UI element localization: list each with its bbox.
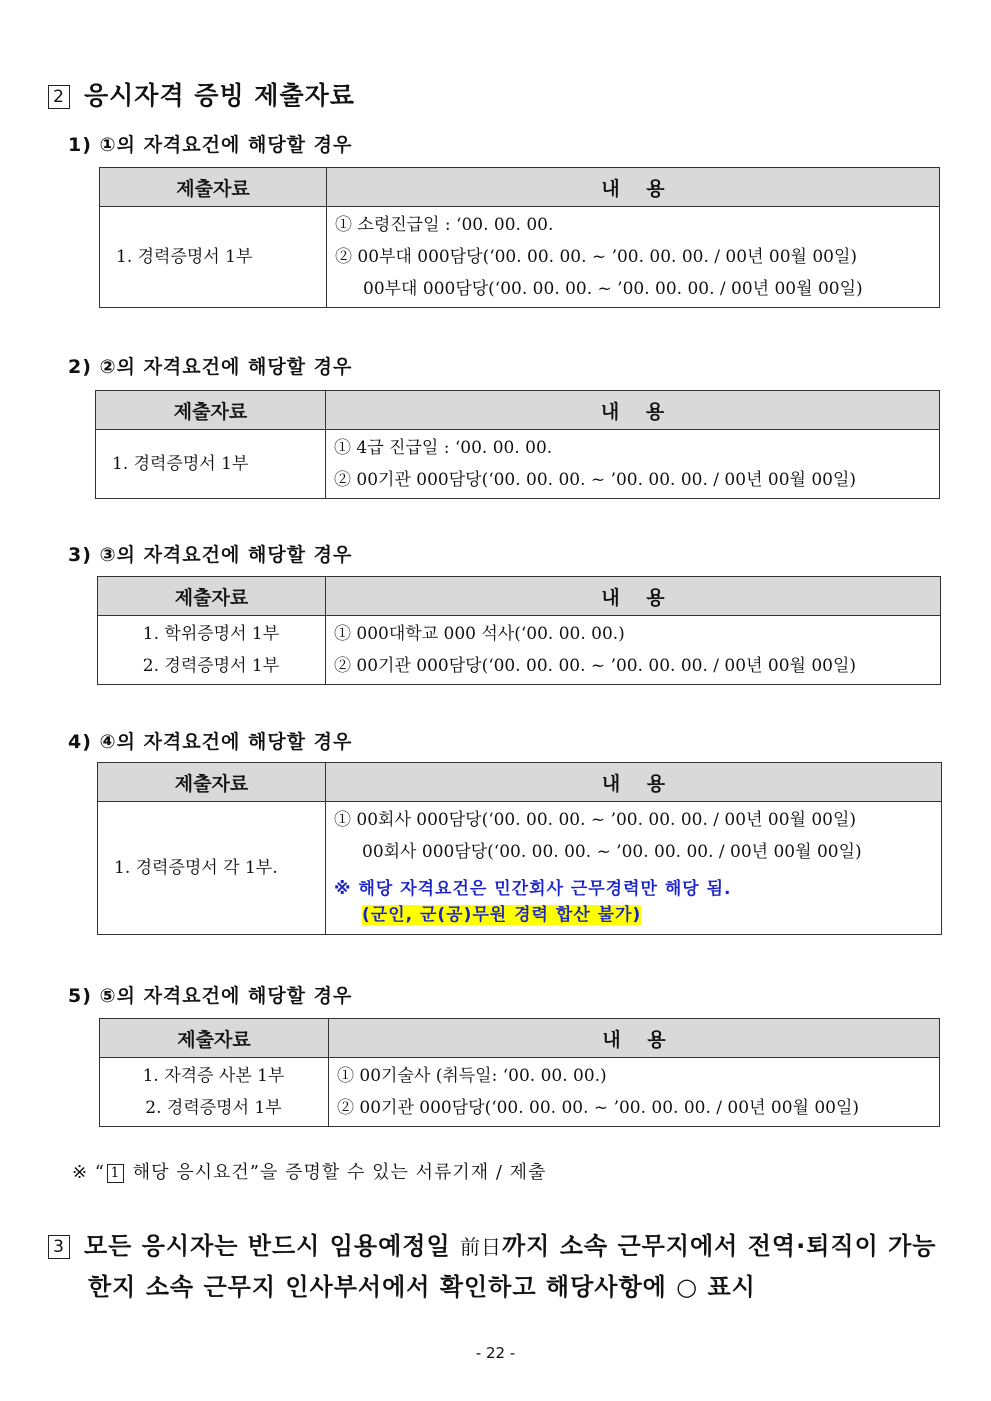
content-cell — [329, 1058, 940, 1127]
content-line: ① 소령진급일 : ‘00. 00. 00. — [335, 215, 554, 235]
content-line: ① 00기술사 (취득일: ‘00. 00. 00.) — [337, 1066, 607, 1086]
case-3-table — [97, 576, 941, 685]
case-1-table — [99, 167, 940, 308]
docs-cell — [96, 430, 326, 499]
page-number: - 22 - — [475, 1344, 516, 1362]
case-5-table — [99, 1018, 940, 1127]
content-line: ② 00기관 000담당(‘00. 00. 00. ~ ’00. 00. 00. / 00년 00월 00일) — [334, 470, 857, 490]
case-2-table — [95, 390, 940, 499]
header-docs: 제출자료 — [98, 577, 326, 616]
note-line: ※ 해당 자격요건은 민간회사 근무경력만 해당 됨. — [334, 879, 732, 899]
content-line: ① 000대학교 000 석사(‘00. 00. 00.) — [334, 624, 625, 644]
content-line: 00회사 000담당(‘00. 00. 00. ~ ’00. 00. 00. / 00년 00월 00일) — [362, 842, 862, 862]
header-content: 내 용 — [327, 168, 940, 207]
content-cell — [326, 430, 940, 499]
doc-item: 1. 경력증명서 1부 — [116, 247, 253, 267]
content-cell — [326, 802, 942, 935]
content-line: 00부대 000담당(‘00. 00. 00. ~ ’00. 00. 00. / 00년 00월 00일) — [363, 279, 863, 299]
doc-item: 1. 경력증명서 각 1부. — [114, 858, 278, 878]
content-line: ② 00부대 000담당(‘00. 00. 00. ~ ’00. 00. 00. / 00년 00월 00일) — [335, 247, 858, 267]
section-3-text-a: 모든 응시자는 반드시 임용예정일 — [84, 1232, 460, 1260]
header-content: 내 용 — [326, 577, 941, 616]
case-4-table — [97, 762, 942, 935]
section-number-box: 2 — [48, 85, 70, 109]
doc-item: 1. 자격증 사본 1부 — [142, 1066, 285, 1086]
section-title: 응시자격 증빙 제출자료 — [84, 81, 355, 110]
header-docs: 제출자료 — [96, 391, 326, 430]
section-3-hanja: 前日 — [460, 1235, 502, 1259]
footnote-prefix: ※ “ — [72, 1162, 106, 1183]
content-line: ② 00기관 000담당(‘00. 00. 00. ~ ’00. 00. 00. / 00년 00월 00일) — [337, 1098, 860, 1118]
docs-cell — [98, 802, 326, 935]
highlighted-text: (군인, 군(공)무원 경력 합산 불가) — [362, 905, 642, 925]
footnote — [72, 1158, 546, 1184]
case-2-title: 2) ②의 자격요건에 해당할 경우 — [68, 356, 353, 378]
section-2-heading — [48, 76, 355, 112]
case-3-title: 3) ③의 자격요건에 해당할 경우 — [68, 544, 353, 566]
case-4-title: 4) ④의 자격요건에 해당할 경우 — [68, 731, 353, 753]
doc-item: 2. 경력증명서 1부 — [145, 1098, 282, 1118]
section-3-paragraph — [48, 1226, 948, 1307]
content-line: ① 4급 진급일 : ‘00. 00. 00. — [334, 438, 553, 458]
footnote-text: 해당 응시요건”을 증명할 수 있는 서류기재 / 제출 — [126, 1162, 547, 1183]
section-3-text-line2: 한지 소속 근무지 인사부서에서 확인하고 해당사항에 ○ 표시 — [88, 1273, 756, 1301]
header-content: 내 용 — [326, 763, 942, 802]
header-content: 내 용 — [329, 1019, 940, 1058]
content-line: ② 00기관 000담당(‘00. 00. 00. ~ ’00. 00. 00. / 00년 00월 00일) — [334, 656, 857, 676]
docs-cell — [100, 1058, 329, 1127]
doc-item: 1. 경력증명서 1부 — [112, 454, 249, 474]
section-3-text-b: 까지 소속 근무지에서 전역·퇴직이 가능 — [502, 1232, 937, 1260]
case-5-title: 5) ⑤의 자격요건에 해당할 경우 — [68, 985, 353, 1007]
case-1-title: 1) ①의 자격요건에 해당할 경우 — [68, 134, 353, 156]
section-number-box: 3 — [48, 1235, 70, 1259]
header-content: 내 용 — [326, 391, 940, 430]
docs-cell — [100, 207, 327, 308]
note-line-highlighted — [334, 902, 933, 928]
footnote-box-number: 1 — [107, 1164, 124, 1183]
content-cell — [326, 616, 941, 685]
content-line: ① 00회사 000담당(‘00. 00. 00. ~ ’00. 00. 00. / 00년 00월 00일) — [334, 810, 857, 830]
header-docs: 제출자료 — [100, 168, 327, 207]
header-docs: 제출자료 — [100, 1019, 329, 1058]
content-cell — [327, 207, 940, 308]
header-docs: 제출자료 — [98, 763, 326, 802]
doc-item: 2. 경력증명서 1부 — [142, 656, 280, 676]
doc-item: 1. 학위증명서 1부 — [142, 624, 280, 644]
docs-cell — [98, 616, 326, 685]
